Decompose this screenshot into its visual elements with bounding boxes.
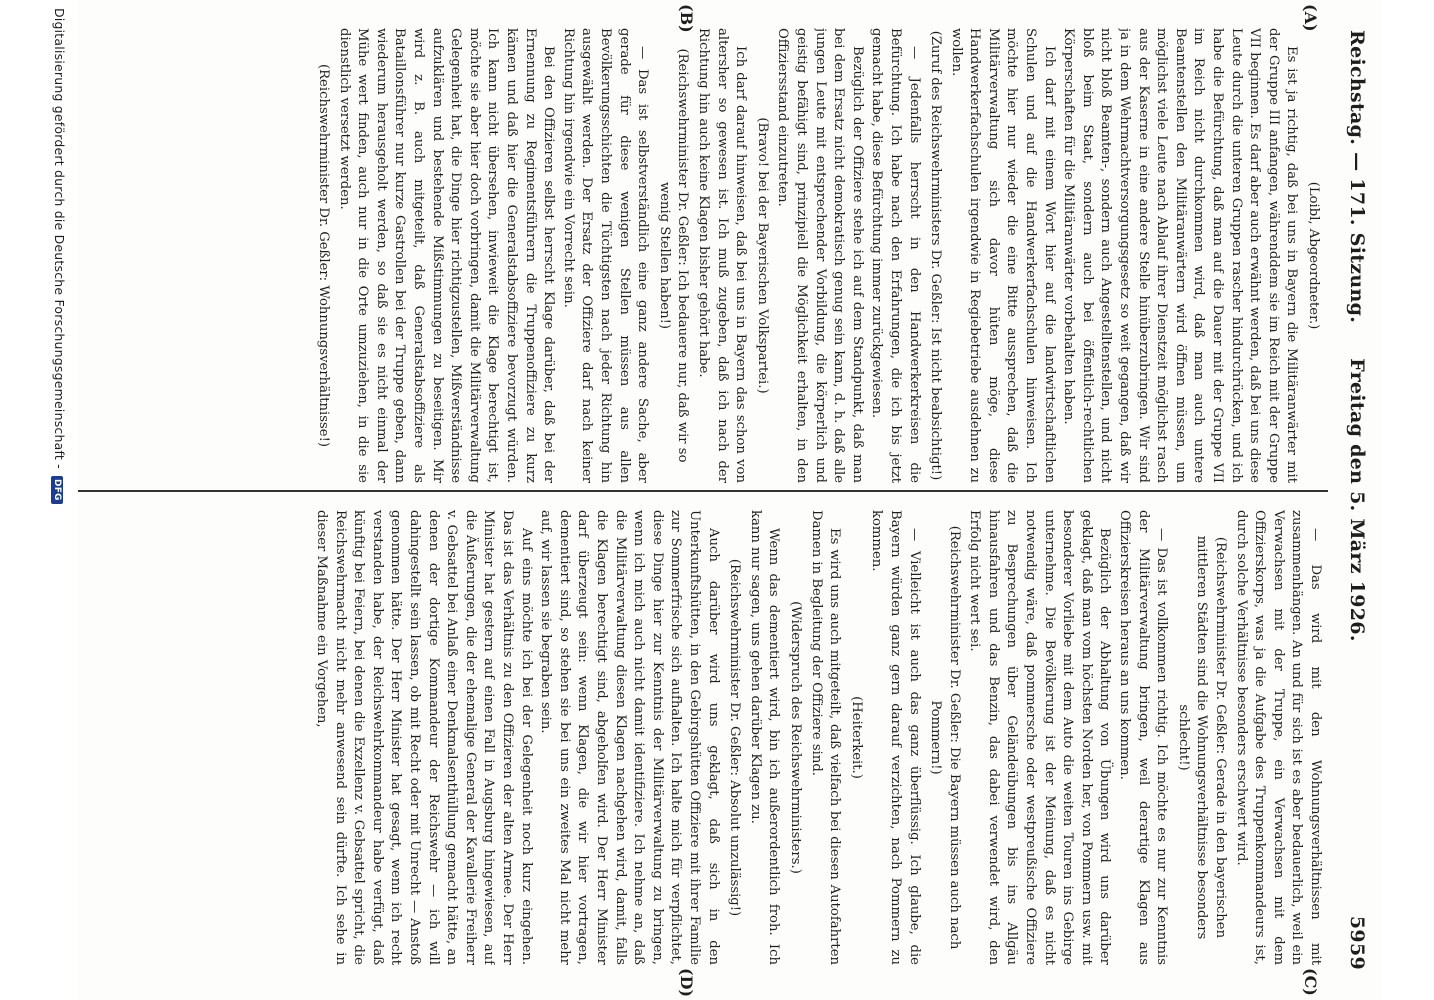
paragraph: Bei den Offizieren selbst herrscht Klage darüber, daß bei der Ernennung zu Regimentsführern die Truppenoffiziere zu kurz kämen und daß hier die Generalstabsoffiziere bevorzugt würden. Ich kann nicht übersehen, inwieweit die Klage berechtigt ist, möchte sie aber hier doch vorbringen, damit die Militärverwaltung Gelegenheit hat, die Dinge hier richtigzustellen, Mißverständnisse aufzuklären und bestehende Mißstimmungen zu beseitigen. Mir wird z. B. auch mitgeteilt, daß Generalstabsoffiziere als Bataillonsführer nur kurze Gastrollen bei der Truppe geben, dann wiederum herausgeholt werden, so daß sie es nicht einmal der Mühe wert finden, auch nur in die Orte umzuziehen, in die sie dienstlich versetzt werden. <box>336 28 557 483</box>
interjection: (Reichswehrminister Dr. Geßler: Ich bedauere nur, daß wir so wenig Stellen haben!) <box>656 48 691 463</box>
margin-marker-b: (B) <box>677 4 696 33</box>
paragraph: Auf eins möchte ich bei der Gelegenheit noch kurz eingehen. Das ist das Verhältnis zu den Offizieren der alten Armee. Der Herr Minister hat gestern auf einen Fall in Augsburg hingewiesen, auf die Äußerungen, die der ehemalige General der Kavallerie Freiherr v. Gebsattel bei Anlaß einer Denkmalsenthüllung gemacht hätte, an denen der dortige Kommandeur der Reichswehr — ich will dahingestellt sein lassen, ob mit Recht oder mit Unrecht — Anstoß genommen hätte. Der Herr Minister hat gesagt, wenn ich recht verstanden habe, der Reichswehrkommandeur habe verfügt, daß künftig bei Feiern, bei denen die Exzellenz v. Gebsattel spricht, die Reichswehrmacht nicht mehr anwesend sein dürfte. Ich sehe in dieser Maßnahme ein Vorgehen, <box>314 510 534 965</box>
paragraph: — Das ist vollkommen richtig. Ich möchte es nur zur Kenntnis der Militärverwaltung bringen, weil derartige Klagen aus Offizierskreisen heraus an uns kommen. <box>1117 510 1170 965</box>
paragraph: Wenn das dementiert wird, bin ich außerordentlich froh. Ich kann nur sagen, uns gehen darüber Klagen zu. <box>747 510 782 965</box>
paragraph: Es wird uns auch mitgeteilt, daß vielfach bei diesen Autofahrten Damen in Begleitung der Offiziere sind. <box>808 510 843 965</box>
paragraph: Ich darf mit einem Wort hier auf die landwirtschaftlichen Schulen und auf die Handwerkerfachschulen hinweisen. Ich möchte hier nur wieder die eine Bitte aussprechen, daß die Militärverwaltung sich davor hüten möge, diese Handwerkerfachschulen irgendwie in Regiebetriebe ausdehnen zu wollen. <box>948 28 1057 483</box>
interjection: (Reichswehrminister Dr. Geßler: Wohnungsverhältnisse!) <box>316 63 332 448</box>
column-divider <box>78 490 1328 492</box>
interjection: (Reichswehrminister Dr. Geßler: Gerade in den bayerischen mittleren Städten sind die Wohnungsverhältnisse besonders schlecht!) <box>1175 535 1229 940</box>
paragraph: — Das ist selbstverständlich eine ganz andere Sache, aber gerade für diese wenigen Stellen müssen aus allen Bevölkerungsschichten die Tüchtigsten nach jeder Richtung hin ausgewählt werden. Der Ersatz der Offiziere darf nach keiner Richtung hin irgendwie ein Vorrecht sein. <box>560 28 651 483</box>
interjection: (Zuruf des Reichswehrministers Dr. Geßler: Ist nicht beabsichtigt!) <box>928 30 944 481</box>
document-page <box>52 0 1382 1000</box>
interjection: (Widerspruch des Reichswehrministers.) <box>787 601 803 874</box>
margin-marker-d: (D) <box>677 968 696 998</box>
margin-marker-c: (C) <box>1301 968 1320 996</box>
paragraph: Es ist ja richtig, daß bei uns in Bayern die Militäranwärter mit der Gruppe III anfangen, währenddem sie im Reich mit der Gruppe VII beginnen. Es darf aber auch erwähnt werden, daß bei uns diese Leute durch die unteren Gruppen rascher hindurchrücken, und ich habe die Befürchtung, daß man auf die Dauer mit der Gruppe VII im Reich nicht durchkommen wird, daß man auch untere Beamtenstellen den Militäranwärtern wird öffnen müssen, um möglichst viele Leute nach Ablauf ihrer Dienstzeit möglichst rasch aus der Kaserne in eine andere Stelle hinüberzubringen. Wir sind ja in dem Wehrmachtversorgungsgesetz so weit gegangen, daß wir nicht bloß Beamten-, sondern auch Angestelltenstellen, und nicht bloß beim Staat, sondern auch bei öffentlich-rechtlichen Körperschaften für die Militäranwärter vorbehalten haben. <box>1061 28 1300 483</box>
paragraph: Bezüglich der Offiziere stehe ich auf dem Standpunkt, daß man bei dem Ersatz nicht demokratisch genug sein kann, d. h. daß alle jungen Leute mit entsprechender Vorbildung, die körperlich und geistig befähigt sind, prinzipiell die Möglichkeit erhalten, in den Offiziersstand einzutreten. <box>775 28 865 483</box>
left-column <box>94 28 1324 483</box>
paragraph: — Jedenfalls herrscht in den Handwerkerkreisen die Befürchtung. Ich habe nach den Erfahrungen, die ich bis jetzt gemacht habe, diese Befürchtung immer zurückgewiesen. <box>869 28 922 483</box>
interjection: (Loibl, Abgeordneter.) <box>1306 181 1321 330</box>
interjection: (Heiterkeit.) <box>848 696 864 779</box>
page-footer <box>45 8 67 978</box>
paragraph: — Vielleicht ist auch das ganz überflüssig. Ich glaube, die Bayern würden ganz gern darauf verzichten, nach Pommern zu kommen. <box>869 510 922 965</box>
right-column <box>94 510 1324 965</box>
paragraph: Bezüglich der Abhaltung von Übungen wird uns darüber geklagt, daß man vom höchsten Norden her, von Pommern usw. mit besonderer Vorliebe mit dem Auto die weiten Touren ins Gebirge unternehme. Die Bevölkerung ist der Meinung, daß es nicht notwendig wäre, daß pommersche oder westpreußische Offiziere zu Besprechungen über Geländeübungen bis ins Allgäu hinausfahren und das Benzin, das dabei verwendet wird, den Erfolg nicht wert sei. <box>967 510 1113 965</box>
interjection: (Bravo! bei der Bayerischen Volkspartei.) <box>754 117 770 394</box>
header-center: Freitag den 5. März 1926. <box>1346 358 1368 642</box>
footer-credit: Digitalisierung gefördert durch die Deutsche Forschungsgemeinschaft - <box>52 8 67 469</box>
paragraph: Ich darf darauf hinweisen, daß bei uns in Bayern das schon von altersher so gewesen ist. Ich muß zugeben, daß ich nach der Richtung hin auch keine Klagen bisher gehört habe. <box>696 28 749 483</box>
interjection: (Reichswehrminister Dr. Geßler: Die Bayern müssen auch nach Pommern!) <box>928 525 962 950</box>
dfg-logo: DFG <box>51 476 63 504</box>
paragraph: Auch darüber wird uns geklagt, daß sich in den Unterkunftshütten, in den Gebirgshütten Offiziere mit ihrer Familie zur Sommerfrische sich aufhalten. Ich halte mich für verpflichtet, diese Dinge hier zur Kenntnis der Militärverwaltung zu bringen, wenn ich mich auch nicht damit identifiziere. Ich nehme an, daß die Militärverwaltung diesen Klagen nachgehen wird, damit, falls die Klagen berechtigt sind, abgeholfen wird. Der Herr Minister darf überzeugt sein: wenn Klagen, die wir hier vortragen, dementiert sind, so stehen sie bei uns ein zweites Mal nicht mehr auf, wir lassen sie begraben sein. <box>538 510 721 965</box>
margin-marker-a: (A) <box>1301 4 1320 32</box>
interjection: (Reichswehrminister Dr. Geßler: Absolut unzulässig!) <box>727 558 743 917</box>
page-number: 5959 <box>1346 915 1368 970</box>
page-header <box>1342 30 1376 970</box>
paragraph: — Das wird mit den Wohnungsverhältnissen mit zusammenhängen. An und für sich ist es aber bedauerlich, weil ein Verwachsen mit der Truppe, ein Verwachsen mit dem Offizierskorps, was ja die Aufgabe des Truppenkommandeurs ist, durch solche Verhältnisse besonders erschwert wird. <box>1233 510 1323 965</box>
header-left: Reichstag. — 171. Sitzung. <box>1346 30 1368 324</box>
